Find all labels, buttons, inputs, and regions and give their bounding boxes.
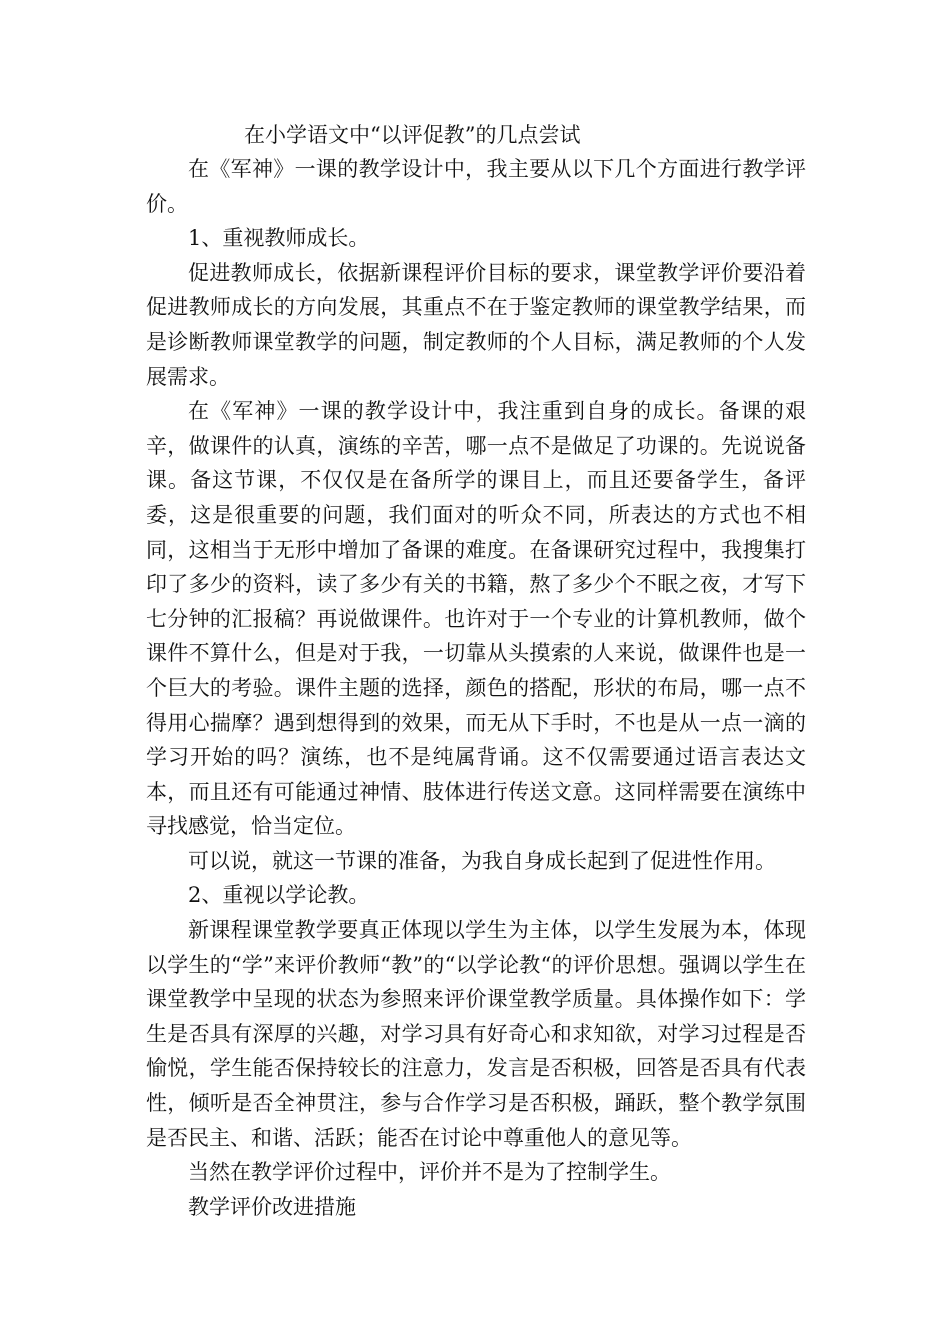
paragraph-intro: 在《军神》一课的教学设计中，我主要从以下几个方面进行教学评价。 xyxy=(146,157,806,216)
document-body xyxy=(146,152,806,1224)
paragraph: 促进教师成长，依据新课程评价目标的要求，课堂教学评价要沿着促进教师成长的方向发展，其重点不在于鉴定教师的课堂教学结果，而是诊断教师课堂教学的问题，制定教师的个人目标，满足教师的个人发展需求。 xyxy=(146,260,806,389)
paragraph: 可以说，就这一节课的准备，为我自身成长起到了促进性作用。 xyxy=(188,848,776,873)
paragraph: 教学评价改进措施 xyxy=(188,1194,356,1219)
paragraph: 当然在教学评价过程中，评价并不是为了控制学生。 xyxy=(188,1160,671,1185)
document-title: 在小学语文中“以评促教”的几点尝试 xyxy=(244,123,581,147)
paragraph: 在《军神》一课的教学设计中，我注重到自身的成长。备课的艰辛，做课件的认真，演练的辛苦，哪一点不是做足了功课的。先说说备课。备这节课，不仅仅是在备所学的课目上，而且还要备学生，备评委，这是很重要的问题，我们面对的听众不同，所表达的方式也不相同，这相当于无形中增加了备课的难度。在备课研究过程中，我搜集打印了多少的资料，读了多少有关的书籍，熬了多少个不眠之夜，才写下七分钟的汇报稿？再说做课件。也许对于一个专业的计算机教师，做个课件不算什么，但是对于我，一切靠从头摸索的人来说，做课件也是一个巨大的考验。课件主题的选择，颜色的搭配，形状的布局，哪一点不得用心揣摩？遇到想得到的效果，而无从下手时，不也是从一点一滴的学习开始的吗？演练，也不是纯属背诵。这不仅需要通过语言表达文本，而且还有可能通过神情、肢体进行传送文意。这同样需要在演练中寻找感觉，恰当定位。 xyxy=(146,399,806,839)
section-heading-1: 1、重视教师成长。 xyxy=(188,226,370,251)
paragraph: 新课程课堂教学要真正体现以学生为主体，以学生发展为本，体现以学生的“学”来评价教师“教”的“以学论教“的评价思想。强调以学生在课堂教学中呈现的状态为参照来评价课堂教学质量。具体操作如下：学生是否具有深厚的兴趣，对学习具有好奇心和求知欲，对学习过程是否愉悦，学生能否保持较长的注意力，发言是否积极，回答是否具有代表性，倾听是否全神贯注，参与合作学习是否积极，踊跃，整个教学氛围是否民主、和谐、活跃；能否在讨论中尊重他人的意见等。 xyxy=(146,918,806,1150)
section-heading-2: 2、重视以学论教。 xyxy=(188,883,370,908)
